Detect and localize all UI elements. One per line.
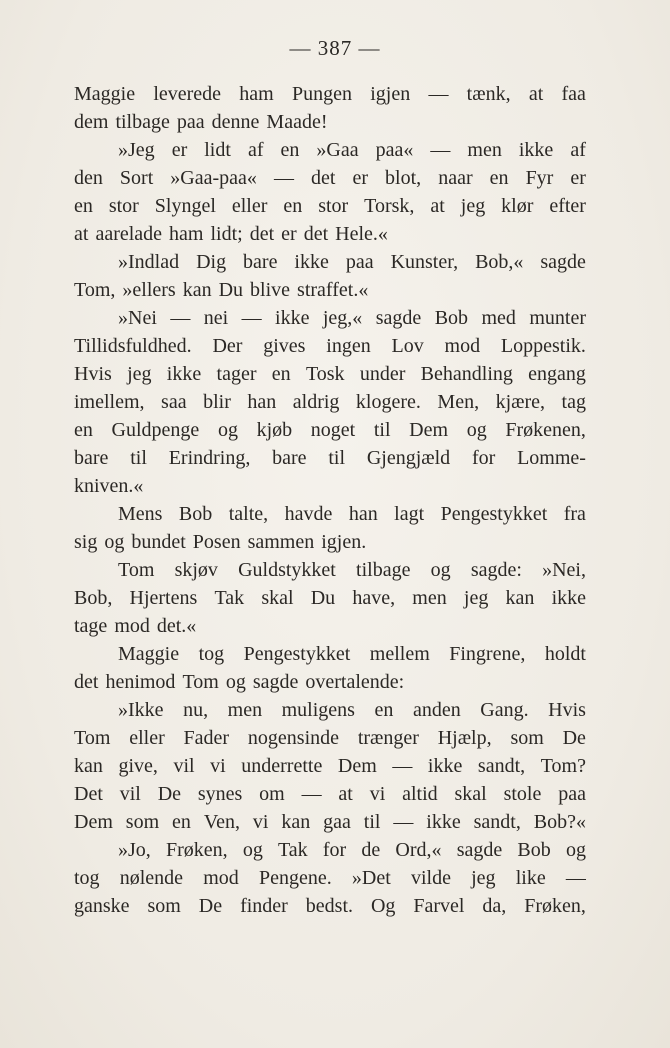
text-line: Mens Bob talte, havde han lagt Pengestykket fra bbox=[118, 503, 586, 525]
text-line: at aarelade ham lidt; det er det Hele.« bbox=[74, 223, 388, 245]
text-line: sig og bundet Posen sammen igjen. bbox=[74, 531, 367, 553]
text-line: »Jo, Frøken, og Tak for de Ord,« sagde Bob og bbox=[118, 839, 586, 861]
text-line: bare til Erindring, bare til Gjengjæld for Lomme- bbox=[74, 447, 586, 469]
text-line: det henimod Tom og sagde overtalende: bbox=[74, 671, 405, 693]
text-line: Hvis jeg ikke tager en Tosk under Behandling engang bbox=[74, 363, 586, 385]
text-line: Tillidsfuldhed. Der gives ingen Lov mod Loppestik. bbox=[74, 335, 586, 357]
text-line: Det vil De synes om — at vi altid skal stole paa bbox=[74, 783, 586, 805]
text-line: den Sort »Gaa-paa« — det er blot, naar en Fyr er bbox=[74, 167, 586, 189]
text-line: Tom skjøv Guldstykket tilbage og sagde: »Nei, bbox=[118, 559, 586, 581]
text-line: »Indlad Dig bare ikke paa Kunster, Bob,« sagde bbox=[118, 251, 586, 273]
text-line: imellem, saa blir han aldrig klogere. Men, kjære, tag bbox=[74, 391, 586, 413]
text-line: en Guldpenge og kjøb noget til Dem og Frøkenen, bbox=[74, 419, 586, 441]
text-line: en stor Slyngel eller en stor Torsk, at jeg klør efter bbox=[74, 195, 586, 217]
text-line: tog nølende mod Pengene. »Det vilde jeg like — bbox=[74, 867, 586, 889]
text-line: »Nei — nei — ikke jeg,« sagde Bob med munter bbox=[118, 307, 586, 329]
text-line: kan give, vil vi underrette Dem — ikke sandt, Tom? bbox=[74, 755, 586, 777]
page-number: — 387 — bbox=[289, 36, 381, 60]
text-line: dem tilbage paa denne Maade! bbox=[74, 111, 328, 133]
text-line: »Jeg er lidt af en »Gaa paa« — men ikke af bbox=[118, 139, 586, 161]
text-line: Tom, »ellers kan Du blive straffet.« bbox=[74, 279, 369, 301]
text-line: »Ikke nu, men muligens en anden Gang. Hvis bbox=[118, 699, 586, 721]
text-line: Dem som en Ven, vi kan gaa til — ikke sandt, Bob?« bbox=[74, 811, 586, 833]
text-line: Tom eller Fader nogensinde trænger Hjælp, som De bbox=[74, 727, 586, 749]
text-line: kniven.« bbox=[74, 475, 144, 497]
text-line: Maggie tog Pengestykket mellem Fingrene, holdt bbox=[118, 643, 586, 665]
body-text bbox=[74, 80, 586, 920]
text-line: Maggie leverede ham Pungen igjen — tænk, at faa bbox=[74, 83, 586, 105]
text-line: ganske som De finder bedst. Og Farvel da, Frøken, bbox=[74, 895, 586, 917]
text-line: tage mod det.« bbox=[74, 615, 197, 637]
text-line: Bob, Hjertens Tak skal Du have, men jeg kan ikke bbox=[74, 587, 586, 609]
